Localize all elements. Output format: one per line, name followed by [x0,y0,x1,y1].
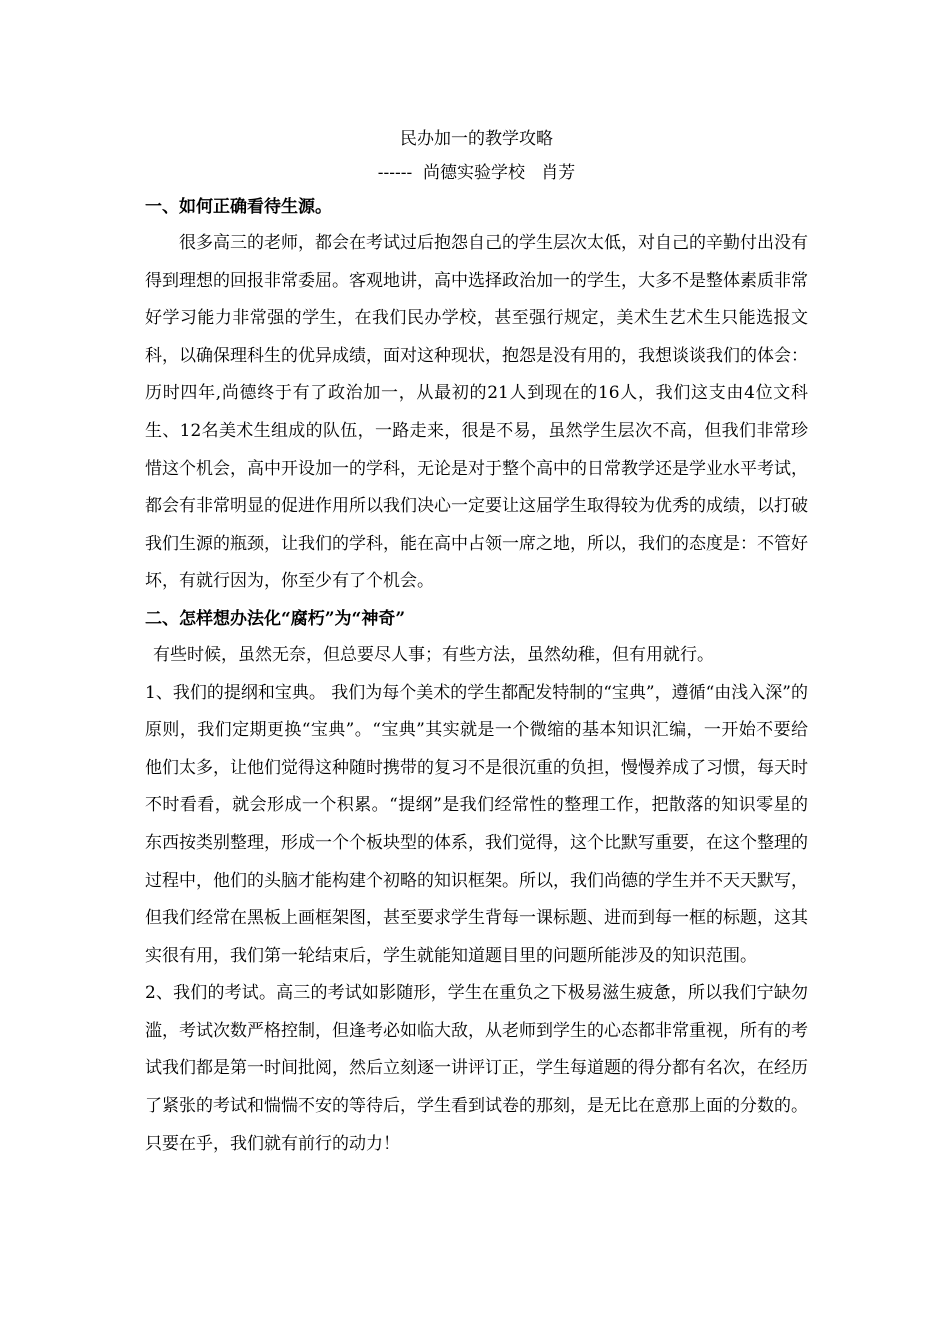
section-2-item-1: 1、我们的提纲和宝典。 我们为每个美术的学生都配发特制的“宝典”，遵循“由浅入深”的原则，我们定期更换“宝典”。“宝典”其实就是一个微缩的基本知识汇编，一开始不要给他们太多，让他们觉得这种随时携带的复习不是很沉重的负担，慢慢养成了习惯，每天时不时看看，就会形成一个积累。“提纲”是我们经常性的整理工作，把散落的知识零星的东西按类别整理，形成一个个板块型的体系，我们觉得，这个比默写重要，在这个整理的过程中，他们的头脑才能构建个初略的知识框架。所以，我们尚德的学生并不天天默写，但我们经常在黑板上画框架图，甚至要求学生背每一课标题、进而到每一框的标题，这其实很有用，我们第一轮结束后，学生就能知道题目里的问题所能涉及的知识范围。 [145,682,808,966]
document-page [145,122,808,1163]
section-1-paragraph: 很多高三的老师，都会在考试过后抱怨自己的学生层次太低，对自己的辛勤付出没有得到理想的回报非常委屈。客观地讲，高中选择政治加一的学生，大多不是整体素质非常好学习能力非常强的学生，在我们民办学校，甚至强行规定，美术生艺术生只能选报文科，以确保理科生的优异成绩，面对这种现状，抱怨是没有用的，我想谈谈我们的体会：历时四年,尚德终于有了政治加一，从最初的21人到现在的16人，我们这支由4位文科生、12名美术生组成的队伍，一路走来，很是不易，虽然学生层次不高，但我们非常珍惜这个机会，高中开设加一的学科，无论是对于整个高中的日常教学还是学业水平考试，都会有非常明显的促进作用所以我们决心一定要让这届学生取得较为优秀的成绩，以打破我们生源的瓶颈，让我们的学科，能在高中占领一席之地，所以，我们的态度是：不管好坏，有就行因为，你至少有了个机会。 [145,233,808,592]
section-2-item-2: 2、我们的考试。高三的考试如影随形，学生在重负之下极易滋生疲惫，所以我们宁缺勿滥，考试次数严格控制，但逢考必如临大敌，从老师到学生的心态都非常重视，所有的考试我们都是第一时间批阅，然后立刻逐一讲评订正，学生每道题的得分都有名次，在经历了紧张的考试和惴惴不安的等待后，学生看到试卷的那刻，是无比在意那上面的分数的。只要在乎，我们就有前行的动力！ [145,983,808,1154]
section-2-intro: 有些时候，虽然无奈，但总要尽人事；有些方法，虽然幼稚，但有用就行。 [153,644,714,665]
section-2-heading: 二、怎样想办法化“腐朽”为“神奇” [145,608,406,629]
document-title: 民办加一的教学攻略 [400,129,553,149]
section-1-heading: 一、如何正确看待生源。 [145,197,332,217]
document-author-line: ------ 尚德实验学校 肖芳 [377,163,576,183]
